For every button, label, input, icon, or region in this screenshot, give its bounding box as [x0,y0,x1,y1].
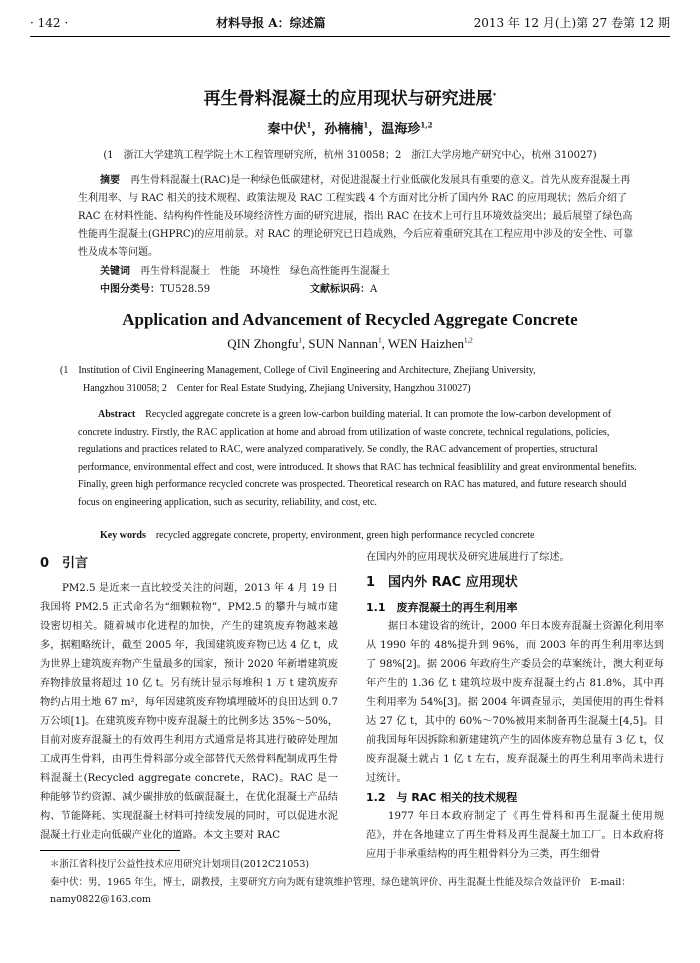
subsection-heading: 1.2 与 RAC 相关的技术规程 [366,791,518,804]
footnote-divider [40,850,180,851]
author-affiliation-mark: 1 [298,336,302,345]
english-affiliation [60,362,650,398]
subsection-heading: 1.1 废弃混凝土的再生利用率 [366,601,518,614]
title-footnote-mark: * [492,91,497,100]
english-keywords [100,526,660,541]
journal-name: 材料导报 A：综述篇 [216,16,326,30]
body-column-left [40,548,338,845]
clc-value: TU528.59 [160,284,211,295]
chinese-abstract [78,172,640,262]
running-header [30,14,670,37]
english-authors: QIN Zhongfu$^1$, SUN Nannan$^1$, WEN Haizhen$^{1,2}$ [227,336,473,351]
chinese-title-text: 再生骨料混凝土的应用现状与研究进展 [203,89,493,109]
body-column-right [366,548,664,864]
affiliation-line: Hangzhou 310058; 2 Center for Real Estate Studying, Zhejiang University, Hangzhou 310027) [83,383,471,394]
author-name: 温海珍 [381,122,421,137]
english-abstract [78,406,640,511]
author-name: 秦中伏 [267,122,307,137]
author-name: 孙楠楠 [324,122,364,137]
author-affiliation-mark: 1 [363,120,369,130]
doc-code-value: A [370,284,378,295]
section-heading: 0 引言 [40,556,89,571]
body-paragraph-continued: 在国内外的应用现状及研究进展进行了综述。 [366,552,570,563]
doc-code [310,280,377,295]
keywords-label: 关键词 [100,266,130,277]
clc-number [100,280,310,295]
abstract-text: Recycled aggregate concrete is a green low-carbon building material. It can promote the low-carbon development of concrete industry. Firstly, the RAC application at home and abroad from utilization of waste concrete, technical regulations, policies, regulations and practices related to RAC, were analyzed comparatively. Se condly, the RAC advancement of properties, structural performance, environmental effect and cost, were introduced. It shows that RAC has technical feasiblility and great environmental benefits. Finally, green high performance recycled concrete was prospected. Theoretical research on RAC has matured, and future research should focus on engineering application, such as security, reliability, and cost, etc. [78,409,637,508]
chinese-title [0,84,700,109]
footnote-funding: ＊浙江省科技厅公益性技术应用研究计划项目(2012C21053) [50,859,310,870]
abstract-label: 摘要 [100,175,120,186]
classification-line [100,280,660,295]
chinese-authors: 秦中伏$^1$，孙楠楠$^1$，温海珍$^{1,2}$ [267,120,433,137]
body-paragraph: PM2.5 是近来一直比较受关注的问题，2013 年 4 月 19 日我国将 PM2.5 正式命名为“细颗粒物”，PM2.5 的攀升与城市建设密切相关。随着城市化进程的加快，产生的建筑废弃物越来越多，据粗略统计，截至 2005 年，我国建筑废弃物已达 4 亿 t，成为世界上建筑废弃物产生量最多的国家，预计 2020 年新增建筑废弃物排放量将超过 10 亿 t。另有统计显示每堆积 1 万 t 建筑废弃物约占用土地 67 m²，每年因建筑废弃物填埋破坏的良田达到 0.7 万公顷[1]。在建筑废弃物中废弃混凝土的比例多达 35%～50%，目前对废弃混凝土的有效再生利用方式通常是将其进行破碎处理加工成再生骨料，由再生骨料部分或全部替代天然骨料配制成再生骨料混凝土(Recycled aggregate concrete，RAC)。RAC 是一种能够节约资源、减少碳排放的低碳混凝土，在优化混凝土产品结构、节能降耗、实现混凝土材料可持续发展的同时，可以促进水泥混凝土行业走向低碳产业化的道路。本文主要对 RAC [40,583,338,841]
doc-code-label: 文献标识码： [310,284,370,295]
author-affiliation-mark: 1,2 [464,336,473,345]
english-title: Application and Advancement of Recycled Aggregate Concrete [122,310,578,329]
author-name: WEN Haizhen [387,336,464,351]
keywords-label: Key words [100,530,146,541]
issue-info: 2013 年 12 月(上)第 27 卷第 12 期 [473,16,670,30]
body-paragraph: 1977 年日本政府制定了《再生骨料和再生混凝土使用规范》，并在各地建立了再生骨料及再生混凝土加工厂。日本政府将应用于非承重结构的再生粗骨料分为三类，再生细骨 [366,811,664,860]
abstract-text: 再生骨料混凝土(RAC)是一种绿色低碳建材，对促进混凝土行业低碳化发展具有重要的意义。首先从废弃混凝土再生利用率、与 RAC 相关的技术规程、政策法规及 RAC 工程实践 4 个方面对比分析了国内外 RAC 的应用现状；然后介绍了 RAC 在材料性能、结构构件性能及环境经济性方面的研究进展，指出 RAC 在技术上可行且环境效益突出；最后展望了绿色高性能再生混凝土(GHPRC)的应用前景。对 RAC 的理论研究已日趋成熟，今后应着重研究其在工程应用中涉及的安全性、可靠性及成本等问题。 [78,175,634,258]
section-heading: 1 国内外 RAC 应用现状 [366,575,518,590]
clc-label: 中图分类号： [100,284,160,295]
abstract-label: Abstract [98,409,136,420]
author-name: QIN Zhongfu [227,336,299,351]
chinese-affiliation: (1 浙江大学建筑工程学院土木工程管理研究所，杭州 310058；2 浙江大学房地产研究中心，杭州 310027) [103,150,597,161]
author-name: SUN Nannan [308,336,379,351]
author-affiliation-mark: 1 [378,336,382,345]
footnote-author-bio: 秦中伏：男，1965 年生，博士，副教授，主要研究方向为既有建筑维护管理、绿色建筑评价、再生混凝土性能及综合效益评价 E-mail：namy0822@163.com [50,877,631,905]
affiliation-line: (1 Institution of Civil Engineering Management, College of Civil Engineering and Architecture, Zhejiang University, [60,365,536,376]
keywords-text: 再生骨料混凝土 性能 环境性 绿色高性能再生混凝土 [140,266,390,277]
author-affiliation-mark: 1,2 [420,120,433,130]
author-affiliation-mark: 1 [306,120,312,130]
body-paragraph: 据日本建设省的统计，2000 年日本废弃混凝土资源化利用率从 1990 年的 48%提升到 96%，而 2003 年的再生利用率达到了 98%[2]。据 2006 年政府生产委员会的草案统计，澳大利亚每年产生的 1.36 亿 t 建筑垃圾中废弃混凝土约占 81.8%，其中再生利用率为 54%[3]。据 2004 年调查显示，美国使用的再生骨料达 27 亿 t，其中的 60%～70%被用来制备再生混凝土[4,5]。目前我国每年因拆除和新建建筑产生的固体废弃物总量有 3 亿 t，仅废弃混凝土就占 1 亿 t 左右，废弃混凝土的再生利用率尚未进行过统计。 [366,621,664,784]
chinese-keywords [100,262,660,277]
page-number: · 142 · [30,16,69,30]
keywords-text: recycled aggregate concrete, property, environment, green high performance recycled concrete [155,530,535,541]
